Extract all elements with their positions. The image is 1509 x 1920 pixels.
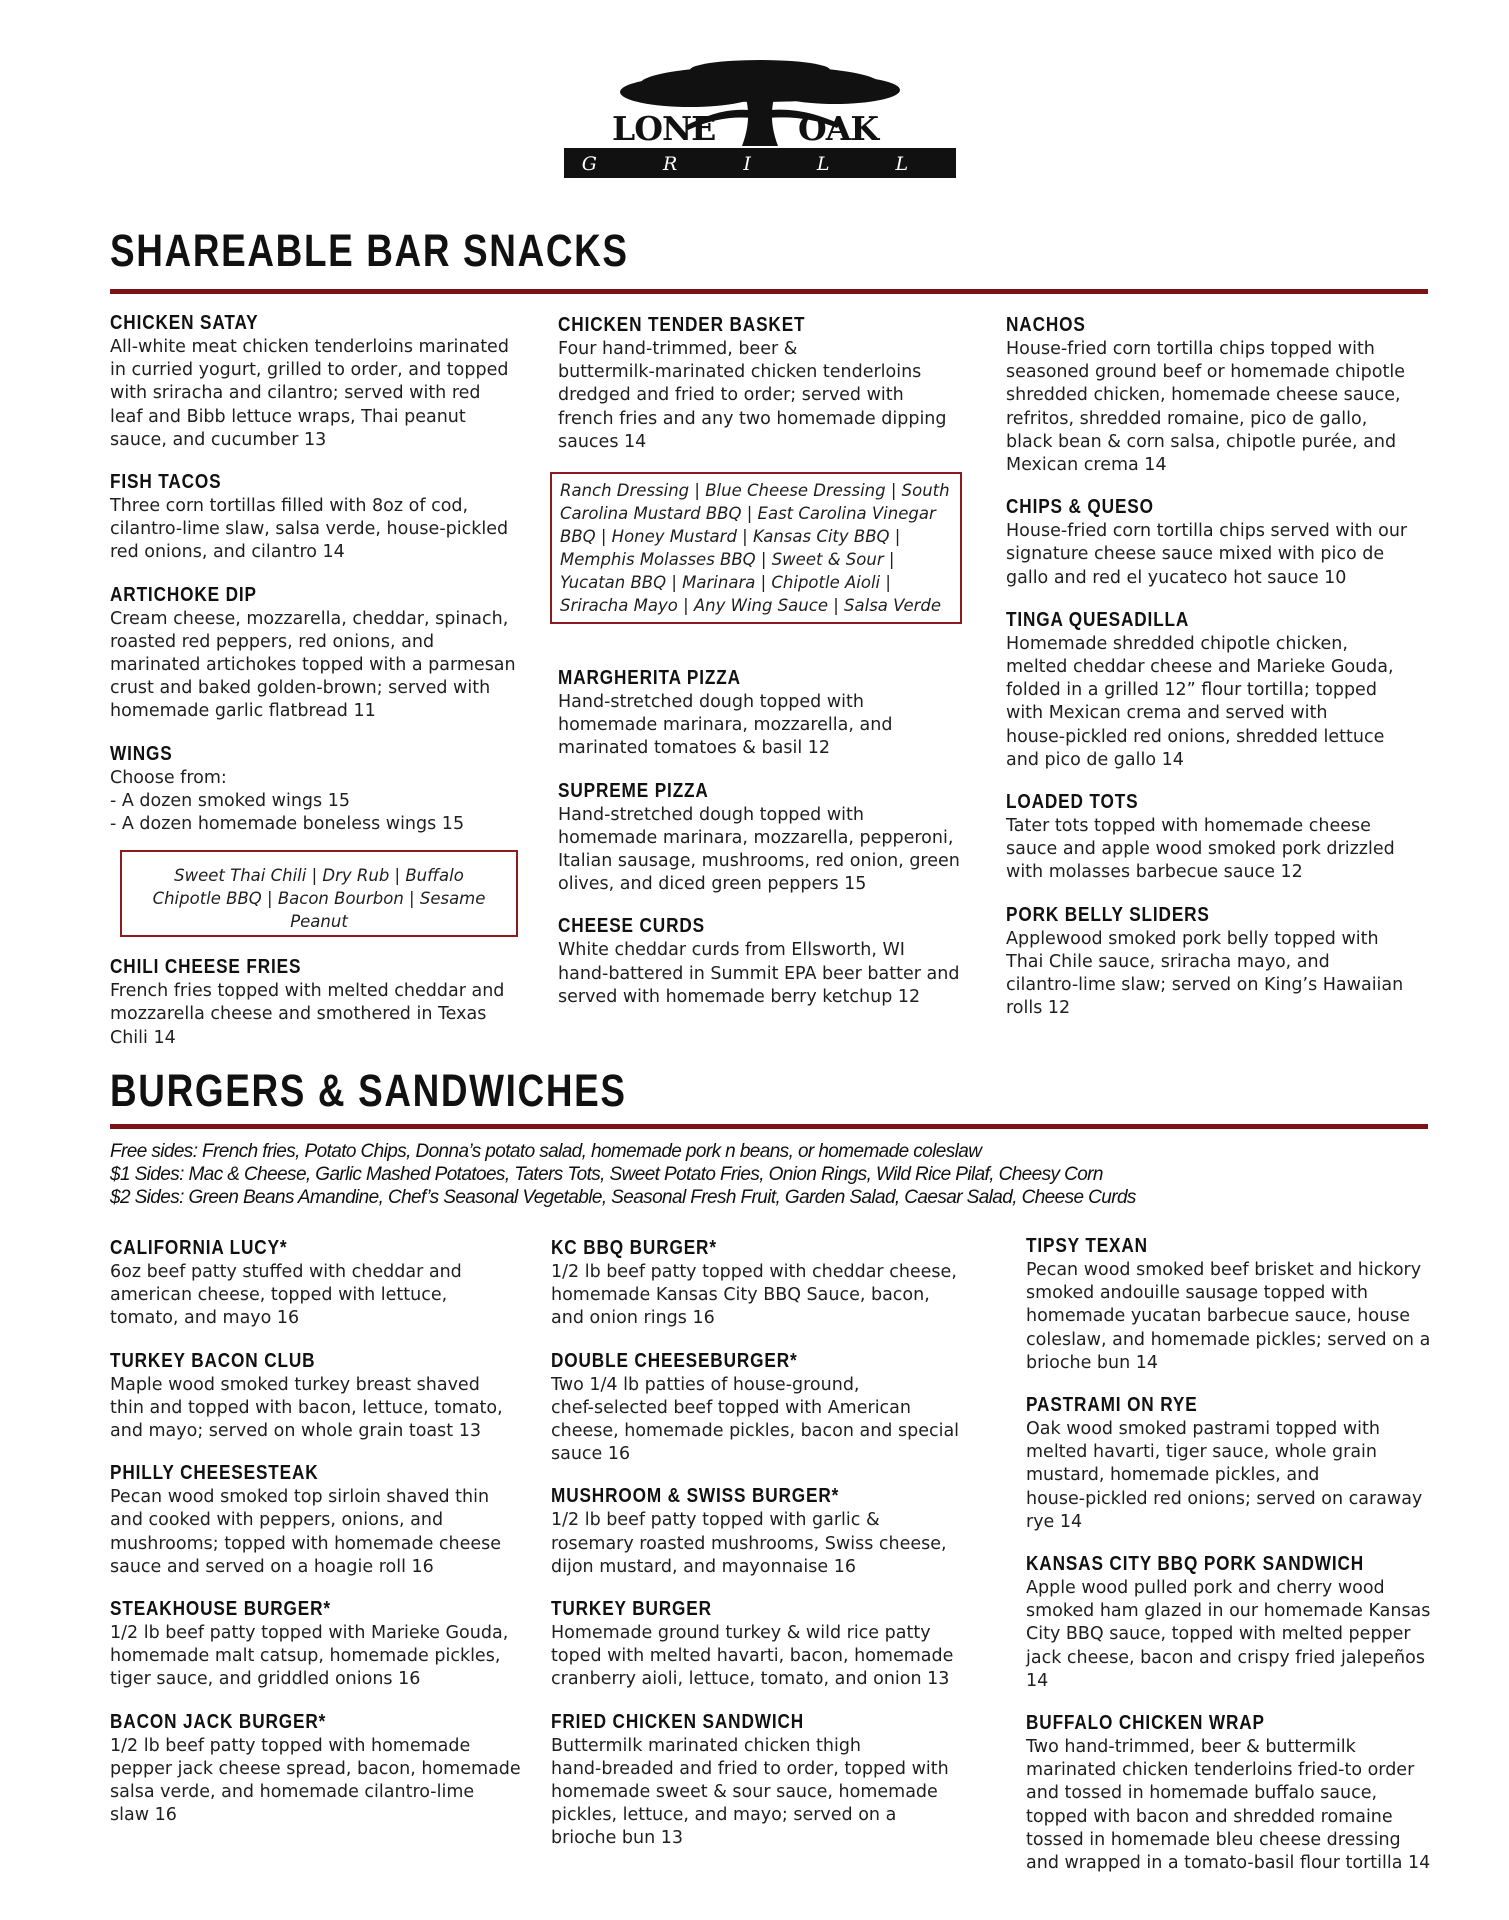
description-line: pickles, lettuce, and mayo; served on a <box>551 1805 897 1826</box>
description-line: Pecan wood smoked top sirloin shaved thin <box>110 1487 490 1508</box>
description-line: Chili 14 <box>110 1027 176 1048</box>
description-line: brioche bun 13 <box>551 1828 684 1849</box>
menu-item-description <box>1006 928 1426 1021</box>
menu-item <box>1006 903 1426 1021</box>
description-line: dijon mustard, and mayonnaise 16 <box>551 1556 856 1577</box>
description-line: City BBQ sauce, topped with melted pepper <box>1026 1624 1411 1645</box>
description-line: Hand-stretched dough topped with <box>558 692 864 713</box>
menu-item <box>1026 1393 1446 1534</box>
description-line: crust and baked golden-brown; served with <box>110 678 491 699</box>
menu-item-description <box>551 1735 971 1851</box>
description-line: - A dozen homemade boneless wings 15 <box>110 814 465 835</box>
description-line: tossed in homemade bleu cheese dressing <box>1026 1829 1401 1850</box>
description-line: slaw 16 <box>110 1805 177 1826</box>
menu-item <box>110 470 530 565</box>
burgers-column-2 <box>551 1236 971 1869</box>
menu-item-name: MUSHROOM & SWISS BURGER* <box>551 1485 840 1508</box>
description-line: refritos, shredded romaine, pico de gallo, <box>1006 408 1368 429</box>
menu-item <box>1006 608 1426 772</box>
menu-item-description <box>1006 633 1426 772</box>
menu-item-name: CALIFORNIA LUCY* <box>110 1237 288 1259</box>
sides-line: $1 Sides: Mac & Cheese, Garlic Mashed Potatoes, Taters Tots, Sweet Potato Fries, Onion Rings, Wild Rice Pilaf, Cheesy Corn <box>110 1164 1103 1185</box>
menu-item <box>110 1236 530 1331</box>
menu-item-name: WINGS <box>110 742 173 765</box>
description-line: with sriracha and cilantro; served with red <box>110 383 481 404</box>
menu-item-description <box>110 608 530 724</box>
description-line: House-fried corn tortilla chips topped with <box>1006 339 1375 359</box>
menu-item <box>551 1710 971 1851</box>
menu-item-name: TURKEY BACON CLUB <box>110 1349 316 1372</box>
menu-item <box>551 1349 971 1467</box>
menu-item-name: ARTICHOKE DIP <box>110 583 257 606</box>
description-line: hand-battered in Summit EPA beer batter and <box>558 963 960 984</box>
description-line: 1/2 lb beef patty topped with homemade <box>110 1735 471 1756</box>
menu-item <box>551 1236 971 1331</box>
menu-item-description <box>1026 1418 1446 1534</box>
menu-item-name: KC BBQ BURGER* <box>551 1237 717 1259</box>
sides-line: $2 Sides: Green Beans Amandine, Chef’s Seasonal Vegetable, Seasonal Fresh Fruit, Garden Salad, Caesar Salad, Cheese Curds <box>110 1187 1136 1208</box>
menu-item-description <box>558 338 978 454</box>
description-line: Hand-stretched dough topped with <box>558 804 864 825</box>
description-line: house-pickled red onions, shredded lettuce <box>1006 726 1385 747</box>
description-line: Three corn tortillas filled with 8oz of cod, <box>110 496 469 517</box>
menu-item-name: BUFFALO CHICKEN WRAP <box>1026 1712 1265 1735</box>
description-line: leaf and Bibb lettuce wraps, Thai peanut <box>110 406 466 427</box>
description-line: homemade yucatan barbecue sauce, house <box>1026 1306 1411 1327</box>
description-line: and pico de gallo 14 <box>1006 749 1184 770</box>
menu-item-name: PHILLY CHEESESTEAK <box>110 1462 319 1485</box>
description-line: sauces 14 <box>558 431 647 452</box>
description-line: homemade marinara, mozzarella, and <box>558 715 893 736</box>
menu-item-name: CHIPS & QUESO <box>1006 496 1154 519</box>
section-title-burgers: BURGERS & SANDWICHES <box>110 1065 627 1116</box>
description-line: Italian sausage, mushrooms, red onion, green <box>558 851 960 872</box>
description-line: and mayo; served on whole grain toast 13 <box>110 1421 481 1442</box>
description-line: cilantro-lime slaw, salsa verde, house-pickled <box>110 519 509 540</box>
menu-item <box>110 1349 530 1444</box>
description-line: dredged and fried to order; served with <box>558 385 904 406</box>
menu-item-description <box>558 804 978 897</box>
menu-item <box>551 1484 971 1579</box>
description-line: served with homemade berry ketchup 12 <box>558 986 921 1007</box>
description-line: Tater tots topped with homemade cheese <box>1006 816 1371 837</box>
description-line: melted cheddar cheese and Marieke Gouda, <box>1006 657 1394 678</box>
menu-item-name: CHILI CHEESE FRIES <box>110 956 302 979</box>
sauce-line: Peanut <box>290 912 348 932</box>
description-line: olives, and diced green peppers 15 <box>558 874 867 895</box>
description-line: White cheddar curds from Ellsworth, WI <box>558 940 905 961</box>
lone-oak-grill-logo <box>560 60 960 188</box>
menu-item <box>551 1597 971 1692</box>
description-line: and tossed in homemade buffalo sauce, <box>1026 1783 1378 1804</box>
menu-item-name: FRIED CHICKEN SANDWICH <box>551 1710 805 1733</box>
description-line: seasoned ground beef or homemade chipotle <box>1006 362 1405 383</box>
description-line: 1/2 lb beef patty topped with garlic & <box>551 1510 880 1531</box>
menu-item-name: BACON JACK BURGER* <box>110 1710 327 1733</box>
description-line: smoked ham glazed in our homemade Kansas <box>1026 1601 1431 1622</box>
menu-item-name: TIPSY TEXAN <box>1026 1235 1148 1257</box>
menu-item-description <box>110 767 530 837</box>
description-line: homemade malt catsup, homemade pickles, <box>110 1646 501 1667</box>
description-line: salsa verde, and homemade cilantro-lime <box>110 1782 475 1803</box>
description-line: Cream cheese, mozzarella, cheddar, spinach, <box>110 608 509 629</box>
description-line: red onions, and cilantro 14 <box>110 542 345 563</box>
wing-sauce-options <box>120 850 518 937</box>
menu-item-description <box>558 691 978 761</box>
menu-item <box>110 311 530 452</box>
menu-item-description <box>110 1486 530 1579</box>
menu-item-description <box>1006 338 1426 477</box>
description-line: Applewood smoked pork belly topped with <box>1006 928 1379 949</box>
menu-item-description <box>551 1622 971 1692</box>
description-line: homemade sweet & sour sauce, homemade <box>551 1782 938 1803</box>
menu-item-name: FISH TACOS <box>110 471 222 494</box>
menu-item <box>558 666 978 761</box>
description-line: french fries and any two homemade dipping <box>558 408 947 429</box>
sauce-line: Sweet Thai Chili | Dry Rub | Buffalo <box>174 866 464 886</box>
description-line: marinated tomatoes & basil 12 <box>558 738 831 759</box>
bar-snacks-column-3 <box>1006 313 1426 1038</box>
description-line: Two 1/4 lb patties of house-ground, <box>551 1374 860 1395</box>
description-line: buttermilk-marinated chicken tenderloins <box>558 362 922 383</box>
description-line: House-fried corn tortilla chips served with our <box>1006 521 1408 542</box>
sauce-line: Yucatan BBQ | Marinara | Chipotle Aioli | <box>560 573 891 593</box>
menu-item-name: CHEESE CURDS <box>558 915 705 938</box>
sauce-line: Ranch Dressing | Blue Cheese Dressing | South <box>560 481 950 501</box>
description-line: cranberry aioli, lettuce, tomato, and onion 13 <box>551 1669 950 1690</box>
description-line: smoked andouille sausage topped with <box>1026 1283 1369 1304</box>
description-line: roasted red peppers, red onions, and <box>110 631 435 652</box>
description-line: - A dozen smoked wings 15 <box>110 790 350 811</box>
description-line: rosemary roasted mushrooms, Swiss cheese, <box>551 1533 947 1554</box>
description-line: marinated artichokes topped with a parmesan <box>110 655 516 676</box>
description-line: brioche bun 14 <box>1026 1352 1159 1373</box>
description-line: sauce and served on a hoagie roll 16 <box>110 1556 434 1577</box>
logo-word-oak: OAK <box>798 109 879 148</box>
description-line: american cheese, topped with lettuce, <box>110 1285 448 1306</box>
menu-item-name: TURKEY BURGER <box>551 1598 712 1621</box>
dipping-sauce-options <box>550 472 962 624</box>
menu-item-description <box>110 336 530 452</box>
description-line: tiger sauce, and griddled onions 16 <box>110 1669 421 1690</box>
sauce-line: BBQ | Honey Mustard | Kansas City BBQ | <box>560 527 901 547</box>
description-line: Homemade shredded chipotle chicken, <box>1006 633 1348 654</box>
logo-word-lone: LONE <box>612 109 716 148</box>
menu-item-name: CHICKEN TENDER BASKET <box>558 314 806 336</box>
description-line: rye 14 <box>1026 1511 1083 1532</box>
menu-item <box>558 313 978 454</box>
description-line: Apple wood pulled pork and cherry wood <box>1026 1578 1385 1599</box>
description-line: hand-breaded and fried to order, topped with <box>551 1758 949 1779</box>
menu-item <box>110 1461 530 1579</box>
menu-item-description <box>1006 520 1426 590</box>
menu-item <box>1026 1234 1446 1375</box>
sauce-line: Chipotle BBQ | Bacon Bourbon | Sesame <box>152 889 486 909</box>
description-line: Two hand-trimmed, beer & buttermilk <box>1026 1737 1356 1758</box>
description-line: Maple wood smoked turkey breast shaved <box>110 1374 480 1395</box>
description-line: rolls 12 <box>1006 998 1071 1019</box>
description-line: tomato, and mayo 16 <box>110 1308 300 1329</box>
menu-item <box>110 955 530 1050</box>
bar-snacks-column-1 <box>110 311 530 1068</box>
description-line: mustard, homemade pickles, and <box>1026 1465 1320 1486</box>
menu-item-name: PASTRAMI ON RYE <box>1026 1394 1198 1417</box>
menu-item-name: TINGA QUESADILLA <box>1006 608 1190 631</box>
description-line: homemade marinara, mozzarella, pepperoni, <box>558 827 954 848</box>
description-line: chef-selected beef topped with American <box>551 1397 911 1418</box>
description-line: pepper jack cheese spread, bacon, homemade <box>110 1758 521 1779</box>
menu-item-description <box>110 1374 530 1444</box>
menu-item-description <box>1026 1259 1446 1375</box>
sauce-line: Sriracha Mayo | Any Wing Sauce | Salsa Verde <box>560 596 942 616</box>
menu-item <box>110 1597 530 1692</box>
description-line: sauce 16 <box>551 1444 631 1465</box>
description-line: homemade Kansas City BBQ Sauce, bacon, <box>551 1285 930 1306</box>
description-line: sauce and apple wood smoked pork drizzled <box>1006 839 1395 860</box>
menu-item-description <box>110 1622 530 1692</box>
sauce-line: Memphis Molasses BBQ | Sweet & Sour | <box>560 550 895 570</box>
description-line: mushrooms; topped with homemade cheese <box>110 1533 502 1554</box>
menu-item <box>1026 1552 1446 1693</box>
menu-item <box>558 914 978 1009</box>
description-line: marinated chicken tenderloins fried-to order <box>1026 1760 1415 1781</box>
logo-word-grill: G R I L L <box>581 153 939 175</box>
description-line: Mexican crema 14 <box>1006 455 1167 476</box>
menu-item-name: SUPREME PIZZA <box>558 779 709 802</box>
description-line: thin and topped with bacon, lettuce, tomato, <box>110 1397 503 1418</box>
description-line: with molasses barbecue sauce 12 <box>1006 862 1303 883</box>
menu-item-name: LOADED TOTS <box>1006 791 1139 814</box>
description-line: with Mexican crema and served with <box>1006 703 1328 724</box>
description-line: gallo and red el yucateco hot sauce 10 <box>1006 567 1347 588</box>
description-line: Oak wood smoked pastrami topped with <box>1026 1419 1380 1440</box>
description-line: cilantro-lime slaw; served on King’s Hawaiian <box>1006 975 1404 996</box>
description-line: coleslaw, and homemade pickles; served on a <box>1026 1329 1431 1350</box>
menu-item-name: DOUBLE CHEESEBURGER* <box>551 1349 798 1372</box>
description-line: French fries topped with melted cheddar and <box>110 981 505 1002</box>
menu-item-name: CHICKEN SATAY <box>110 312 259 334</box>
menu-item <box>110 1710 530 1828</box>
menu-item <box>1006 313 1426 477</box>
description-line: Pecan wood smoked beef brisket and hickory <box>1026 1260 1422 1280</box>
bar-snacks-column-2 <box>558 313 978 1027</box>
section-divider <box>110 289 1428 294</box>
menu-item <box>1026 1711 1446 1875</box>
menu-item <box>1006 790 1426 885</box>
description-line: 1/2 lb beef patty topped with cheddar cheese, <box>551 1262 957 1282</box>
menu-item <box>558 779 978 897</box>
description-line: Homemade ground turkey & wild rice patty <box>551 1623 931 1644</box>
sauce-line: Carolina Mustard BBQ | East Carolina Vinegar <box>560 504 936 524</box>
menu-item <box>110 583 530 724</box>
menu-item-description <box>1006 815 1426 885</box>
menu-item-description <box>1026 1577 1446 1693</box>
description-line: Four hand-trimmed, beer & <box>558 339 798 359</box>
menu-item-description <box>110 495 530 565</box>
description-line: Choose from: <box>110 767 227 788</box>
description-line: house-pickled red onions; served on caraway <box>1026 1488 1423 1509</box>
description-line: All-white meat chicken tenderloins marinated <box>110 337 509 357</box>
menu-item <box>110 742 530 837</box>
description-line: Buttermilk marinated chicken thigh <box>551 1735 862 1756</box>
description-line: toped with melted havarti, bacon, homemade <box>551 1646 954 1667</box>
menu-item-description <box>110 1261 530 1331</box>
sides-line: Free sides: French fries, Potato Chips, Donna’s potato salad, homemade pork n beans, or homemade coleslaw <box>110 1141 982 1162</box>
description-line: and wrapped in a tomato-basil flour tortilla 14 <box>1026 1853 1431 1874</box>
menu-item-description <box>551 1261 971 1331</box>
sides-info <box>110 1140 1430 1209</box>
description-line: black bean & corn salsa, chipotle purée, and <box>1006 431 1397 452</box>
burgers-column-3 <box>1026 1234 1446 1893</box>
description-line: mozzarella cheese and smothered in Texas <box>110 1004 487 1025</box>
description-line: 14 <box>1026 1670 1049 1691</box>
section-title-bar-snacks: SHAREABLE BAR SNACKS <box>110 225 629 276</box>
burgers-column-1 <box>110 1236 530 1845</box>
description-line: shredded chicken, homemade cheese sauce, <box>1006 385 1401 406</box>
description-line: 1/2 lb beef patty topped with Marieke Gouda, <box>110 1623 509 1644</box>
description-line: cheese, homemade pickles, bacon and special <box>551 1421 960 1442</box>
description-line: 6oz beef patty stuffed with cheddar and <box>110 1262 462 1282</box>
menu-item <box>1006 495 1426 590</box>
menu-item-description <box>1026 1736 1446 1875</box>
menu-item-name: PORK BELLY SLIDERS <box>1006 903 1210 926</box>
menu-item-name: KANSAS CITY BBQ PORK SANDWICH <box>1026 1553 1365 1576</box>
menu-item-description <box>110 1735 530 1828</box>
description-line: melted havarti, tiger sauce, whole grain <box>1026 1442 1377 1463</box>
description-line: topped with bacon and shredded romaine <box>1026 1806 1393 1827</box>
description-line: sauce, and cucumber 13 <box>110 429 327 450</box>
menu-item-name: NACHOS <box>1006 314 1086 336</box>
description-line: Thai Chile sauce, sriracha mayo, and <box>1006 951 1330 972</box>
description-line: folded in a grilled 12” flour tortilla; topped <box>1006 680 1377 701</box>
description-line: in curried yogurt, grilled to order, and topped <box>110 360 509 381</box>
menu-item-description <box>110 980 530 1050</box>
description-line: jack cheese, bacon and crispy fried jalepeños <box>1026 1647 1425 1668</box>
description-line: signature cheese sauce mixed with pico de <box>1006 544 1385 565</box>
description-line: homemade garlic flatbread 11 <box>110 701 376 722</box>
description-line: and onion rings 16 <box>551 1308 715 1329</box>
description-line: and cooked with peppers, onions, and <box>110 1510 444 1531</box>
section-divider <box>110 1124 1428 1129</box>
menu-item-name: STEAKHOUSE BURGER* <box>110 1598 331 1621</box>
menu-item-name: MARGHERITA PIZZA <box>558 667 741 690</box>
menu-item-description <box>551 1509 971 1579</box>
menu-item-description <box>551 1374 971 1467</box>
menu-item-description <box>558 939 978 1009</box>
